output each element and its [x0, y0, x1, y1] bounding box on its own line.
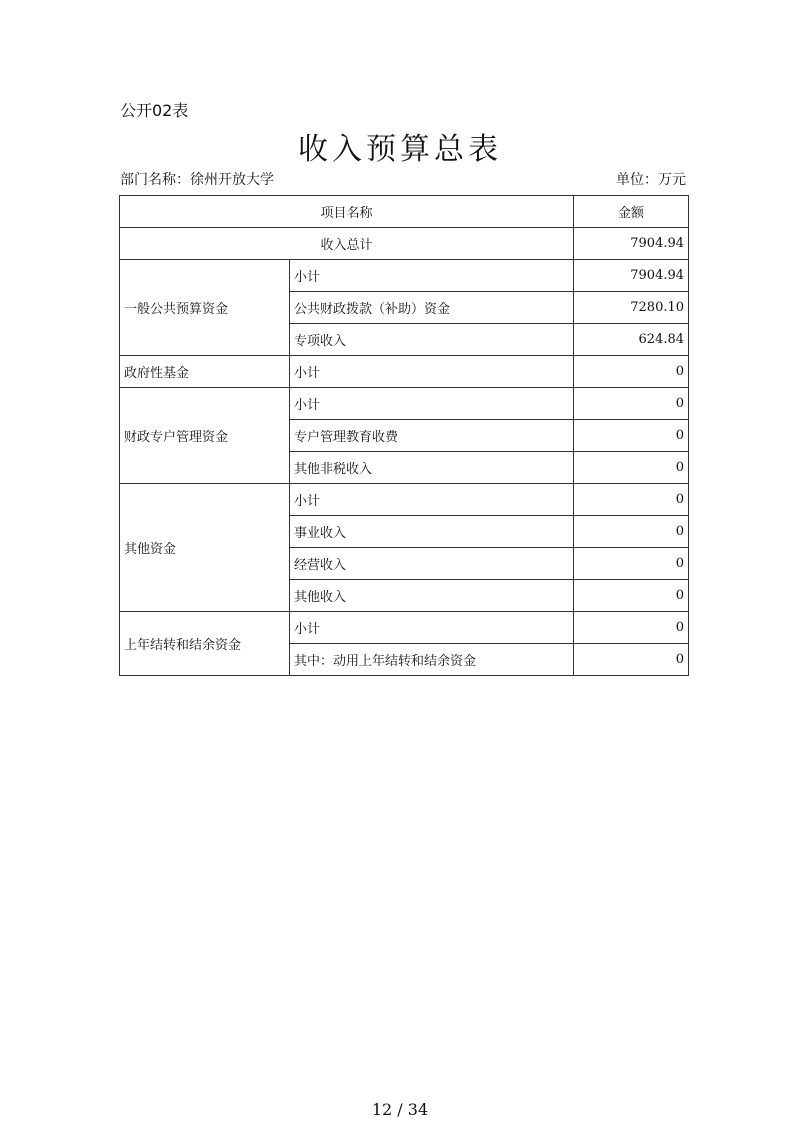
- item-cell: 事业收入: [290, 516, 574, 548]
- item-cell: 小计: [290, 356, 574, 388]
- form-number: 公开02表: [120, 101, 189, 120]
- category-cell: 财政专户管理资金: [120, 388, 290, 484]
- income-budget-table: [119, 195, 689, 676]
- amount-cell: 0: [574, 356, 689, 388]
- item-cell: 小计: [290, 260, 574, 292]
- category-cell: 一般公共预算资金: [120, 260, 290, 356]
- category-cell: 政府性基金: [120, 356, 290, 388]
- table-row: [120, 612, 689, 644]
- amount-cell: 0: [574, 548, 689, 580]
- item-cell: 其他收入: [290, 580, 574, 612]
- page-number: 12 / 34: [371, 1100, 429, 1119]
- total-label: 收入总计: [120, 228, 574, 260]
- category-cell: 上年结转和结余资金: [120, 612, 290, 676]
- item-cell: 小计: [290, 388, 574, 420]
- amount-cell: 0: [574, 420, 689, 452]
- item-cell: 小计: [290, 612, 574, 644]
- unit-label: 单位：万元: [616, 172, 686, 188]
- table-row: [120, 484, 689, 516]
- page-title: 收入预算总表: [298, 132, 502, 167]
- header-item-name: 项目名称: [120, 196, 574, 228]
- item-cell: 其他非税收入: [290, 452, 574, 484]
- amount-cell: 0: [574, 484, 689, 516]
- total-value: 7904.94: [574, 228, 689, 260]
- item-cell: 其中：动用上年结转和结余资金: [290, 644, 574, 676]
- item-cell: 专项收入: [290, 324, 574, 356]
- table-row: [120, 356, 689, 388]
- total-row: [120, 228, 689, 260]
- item-cell: 专户管理教育收费: [290, 420, 574, 452]
- item-cell: 小计: [290, 484, 574, 516]
- department-name: 部门名称：徐州开放大学: [120, 172, 274, 188]
- amount-cell: 0: [574, 516, 689, 548]
- amount-cell: 0: [574, 612, 689, 644]
- table-row: [120, 388, 689, 420]
- amount-cell: 624.84: [574, 324, 689, 356]
- amount-cell: 0: [574, 580, 689, 612]
- amount-cell: 0: [574, 452, 689, 484]
- table-header-row: [120, 196, 689, 228]
- category-cell: 其他资金: [120, 484, 290, 612]
- amount-cell: 7280.10: [574, 292, 689, 324]
- amount-cell: 0: [574, 388, 689, 420]
- table-row: [120, 260, 689, 292]
- header-amount: 金额: [574, 196, 689, 228]
- amount-cell: 7904.94: [574, 260, 689, 292]
- amount-cell: 0: [574, 644, 689, 676]
- item-cell: 经营收入: [290, 548, 574, 580]
- item-cell: 公共财政拨款（补助）资金: [290, 292, 574, 324]
